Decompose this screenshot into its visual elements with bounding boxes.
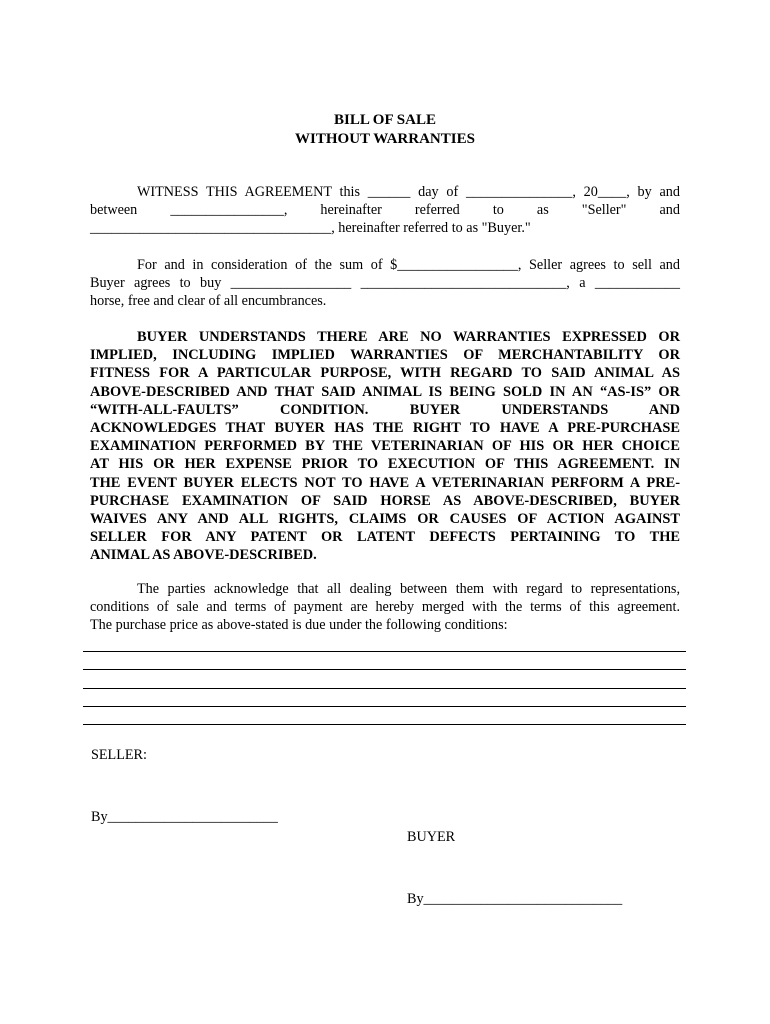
document-title: BILL OF SALE <box>334 112 436 128</box>
consideration-paragraph <box>90 256 680 311</box>
warranty-line: THE EVENT BUYER ELECTS NOT TO HAVE A VETERINARIAN PERFORM A PRE- <box>90 474 680 491</box>
dealing-line-2: conditions of sale and terms of payment are hereby merged with the terms of this agreement. <box>90 599 680 616</box>
witness-line-1: WITNESS THIS AGREEMENT this ______ day of _______________, 20____, by and <box>137 184 680 200</box>
warranty-line: IMPLIED, INCLUDING IMPLIED WARRANTIES OF MERCHANTABILITY OR <box>90 347 680 364</box>
warranty-line: BUYER UNDERSTANDS THERE ARE NO WARRANTIES EXPRESSED OR <box>137 329 680 345</box>
buyer-signature-line[interactable]: By____________________________ <box>407 891 623 907</box>
conditions-blank-line[interactable] <box>83 669 686 670</box>
consideration-line-1: For and in consideration of the sum of $_________________, Seller agrees to sell and <box>137 257 680 273</box>
seller-label: SELLER: <box>91 747 147 763</box>
witness-line-3: __________________________________, hereinafter referred to as "Buyer." <box>90 220 531 237</box>
dealing-line-3: The purchase price as above-stated is due under the following conditions: <box>90 617 508 634</box>
warranty-line: SELLER FOR ANY PATENT OR LATENT DEFECTS PERTAINING TO THE <box>90 529 680 546</box>
document-subtitle: WITHOUT WARRANTIES <box>295 131 475 147</box>
consideration-line-3: horse, free and clear of all encumbrances. <box>90 293 327 310</box>
witness-line-2: between ________________, hereinafter referred to as "Seller" and <box>90 202 680 219</box>
dealing-line-1: The parties acknowledge that all dealing between them with regard to representations, <box>137 581 680 597</box>
conditions-blank-line[interactable] <box>83 724 686 725</box>
conditions-blank-line[interactable] <box>83 706 686 707</box>
warranty-line: WAIVES ANY AND ALL RIGHTS, CLAIMS OR CAUSES OF ACTION AGAINST <box>90 511 680 528</box>
warranty-line: “WITH-ALL-FAULTS” CONDITION. BUYER UNDERSTANDS AND <box>90 401 680 418</box>
buyer-label: BUYER <box>407 829 456 845</box>
warranty-line: ACKNOWLEDGES THAT BUYER HAS THE RIGHT TO HAVE A PRE-PURCHASE <box>90 420 680 437</box>
warranty-line: ANIMAL AS ABOVE-DESCRIBED. <box>90 547 317 564</box>
warranty-line: PURCHASE EXAMINATION OF SAID HORSE AS ABOVE-DESCRIBED, BUYER <box>90 492 680 509</box>
dealing-paragraph <box>90 580 680 635</box>
warranty-line: FITNESS FOR A PARTICULAR PURPOSE, WITH REGARD TO SAID ANIMAL AS <box>90 365 680 382</box>
conditions-blank-line[interactable] <box>83 651 686 652</box>
warranty-line: ABOVE-DESCRIBED AND THAT SAID ANIMAL IS BEING SOLD IN AN “AS-IS” OR <box>90 383 680 400</box>
seller-signature-line[interactable]: By________________________ <box>91 809 278 825</box>
warranty-disclaimer-paragraph <box>90 328 680 565</box>
warranty-line: EXAMINATION PERFORMED BY THE VETERINARIAN OF HIS OR HER CHOICE <box>90 438 680 455</box>
conditions-blank-line[interactable] <box>83 688 686 689</box>
witness-paragraph <box>90 183 680 238</box>
warranty-line: AT HIS OR HER EXPENSE PRIOR TO EXECUTION OF THIS AGREEMENT. IN <box>90 456 680 473</box>
consideration-line-2: Buyer agrees to buy _________________ _____________________________, a ____________ <box>90 275 680 292</box>
